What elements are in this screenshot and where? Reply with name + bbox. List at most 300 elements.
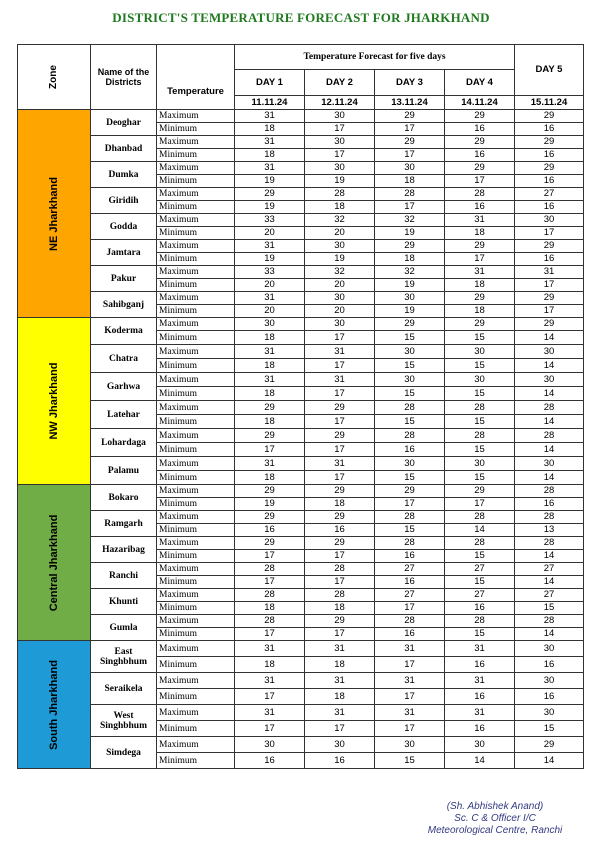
district-name: Latehar bbox=[91, 401, 157, 429]
table-row bbox=[18, 136, 584, 149]
maximum-label: Maximum bbox=[157, 188, 235, 201]
temperature-value: 17 bbox=[305, 149, 375, 162]
temperature-value: 17 bbox=[515, 279, 584, 292]
temperature-value: 31 bbox=[305, 373, 375, 387]
temperature-value: 30 bbox=[445, 737, 515, 753]
temperature-value: 19 bbox=[375, 279, 445, 292]
district-name: Gumla bbox=[91, 615, 157, 641]
minimum-label: Minimum bbox=[157, 253, 235, 266]
minimum-label: Minimum bbox=[157, 628, 235, 641]
minimum-label: Minimum bbox=[157, 550, 235, 563]
district-name: Godda bbox=[91, 214, 157, 240]
table-row bbox=[18, 511, 584, 524]
table-row bbox=[18, 673, 584, 689]
temperature-value: 16 bbox=[235, 753, 305, 769]
district-name: Sahibganj bbox=[91, 292, 157, 318]
temperature-value: 31 bbox=[235, 457, 305, 471]
day1-header: DAY 1 bbox=[235, 70, 305, 96]
temperature-value: 16 bbox=[305, 524, 375, 537]
temperature-value: 29 bbox=[445, 110, 515, 123]
table-row bbox=[18, 240, 584, 253]
temperature-value: 16 bbox=[375, 576, 445, 589]
temperature-value: 28 bbox=[375, 615, 445, 628]
table-row bbox=[18, 292, 584, 305]
temperature-value: 29 bbox=[515, 318, 584, 331]
signatory-name: (Sh. Abhishek Anand) bbox=[446, 801, 544, 812]
temperature-value: 18 bbox=[235, 123, 305, 136]
temperature-value: 14 bbox=[515, 550, 584, 563]
district-header: Name of the Districts bbox=[91, 45, 157, 110]
maximum-label: Maximum bbox=[157, 214, 235, 227]
day2-header: DAY 2 bbox=[305, 70, 375, 96]
temperature-value: 31 bbox=[375, 705, 445, 721]
minimum-label: Minimum bbox=[157, 576, 235, 589]
temperature-value: 17 bbox=[375, 689, 445, 705]
minimum-label: Minimum bbox=[157, 689, 235, 705]
temperature-value: 18 bbox=[445, 305, 515, 318]
temperature-value: 27 bbox=[445, 563, 515, 576]
temperature-value: 14 bbox=[515, 753, 584, 769]
temperature-value: 16 bbox=[445, 602, 515, 615]
maximum-label: Maximum bbox=[157, 737, 235, 753]
temperature-value: 16 bbox=[375, 628, 445, 641]
temperature-value: 28 bbox=[515, 511, 584, 524]
temperature-value: 28 bbox=[375, 401, 445, 415]
temperature-value: 30 bbox=[305, 318, 375, 331]
table-row bbox=[18, 162, 584, 175]
temperature-value: 13 bbox=[515, 524, 584, 537]
temperature-value: 15 bbox=[375, 387, 445, 401]
temperature-value: 17 bbox=[235, 689, 305, 705]
temperature-value: 16 bbox=[445, 201, 515, 214]
temperature-value: 16 bbox=[515, 123, 584, 136]
day5-header: DAY 5 bbox=[515, 45, 584, 96]
temperature-value: 17 bbox=[375, 657, 445, 673]
temperature-value: 30 bbox=[445, 457, 515, 471]
temperature-value: 17 bbox=[305, 443, 375, 457]
temperature-value: 31 bbox=[235, 705, 305, 721]
temperature-value: 17 bbox=[305, 123, 375, 136]
zone-cell bbox=[18, 485, 91, 641]
temperature-value: 31 bbox=[445, 214, 515, 227]
temperature-value: 15 bbox=[375, 471, 445, 485]
temperature-value: 14 bbox=[445, 524, 515, 537]
maximum-label: Maximum bbox=[157, 673, 235, 689]
temperature-value: 17 bbox=[375, 721, 445, 737]
temperature-value: 14 bbox=[515, 576, 584, 589]
temperature-value: 30 bbox=[305, 110, 375, 123]
temperature-value: 29 bbox=[515, 162, 584, 175]
minimum-label: Minimum bbox=[157, 331, 235, 345]
temperature-value: 29 bbox=[235, 511, 305, 524]
temperature-value: 19 bbox=[305, 175, 375, 188]
temperature-value: 31 bbox=[235, 110, 305, 123]
maximum-label: Maximum bbox=[157, 563, 235, 576]
temperature-value: 20 bbox=[305, 227, 375, 240]
district-name: Koderma bbox=[91, 318, 157, 345]
maximum-label: Maximum bbox=[157, 401, 235, 415]
temperature-value: 30 bbox=[515, 673, 584, 689]
temperature-value: 28 bbox=[515, 537, 584, 550]
temperature-value: 30 bbox=[515, 214, 584, 227]
maximum-label: Maximum bbox=[157, 345, 235, 359]
temperature-value: 17 bbox=[375, 498, 445, 511]
temperature-value: 19 bbox=[375, 305, 445, 318]
temperature-value: 29 bbox=[515, 240, 584, 253]
temperature-value: 17 bbox=[235, 550, 305, 563]
zone-label: NE Jharkhand bbox=[48, 176, 60, 251]
temperature-value: 15 bbox=[515, 721, 584, 737]
maximum-label: Maximum bbox=[157, 373, 235, 387]
district-name: Pakur bbox=[91, 266, 157, 292]
temperature-value: 30 bbox=[375, 457, 445, 471]
temperature-value: 30 bbox=[515, 641, 584, 657]
temperature-value: 17 bbox=[305, 359, 375, 373]
temperature-value: 29 bbox=[235, 429, 305, 443]
temperature-value: 29 bbox=[515, 737, 584, 753]
temperature-value: 31 bbox=[235, 673, 305, 689]
maximum-label: Maximum bbox=[157, 266, 235, 279]
temperature-value: 18 bbox=[235, 657, 305, 673]
temperature-value: 28 bbox=[235, 563, 305, 576]
temperature-value: 20 bbox=[235, 227, 305, 240]
maximum-label: Maximum bbox=[157, 511, 235, 524]
table-row bbox=[18, 429, 584, 443]
temperature-value: 14 bbox=[515, 359, 584, 373]
temperature-value: 16 bbox=[375, 550, 445, 563]
district-name: Giridih bbox=[91, 188, 157, 214]
temperature-value: 30 bbox=[305, 737, 375, 753]
temperature-value: 30 bbox=[515, 373, 584, 387]
temperature-value: 18 bbox=[375, 253, 445, 266]
temperature-value: 18 bbox=[305, 657, 375, 673]
temperature-value: 28 bbox=[515, 401, 584, 415]
forecast-table bbox=[17, 44, 584, 769]
temperature-value: 14 bbox=[515, 387, 584, 401]
temperature-value: 29 bbox=[305, 485, 375, 498]
temperature-value: 29 bbox=[445, 292, 515, 305]
signatory-designation: Sc. C & Officer I/C bbox=[454, 813, 536, 824]
temperature-value: 28 bbox=[305, 563, 375, 576]
temperature-value: 19 bbox=[235, 201, 305, 214]
zone-header: Zone bbox=[18, 45, 91, 110]
maximum-label: Maximum bbox=[157, 292, 235, 305]
temperature-value: 27 bbox=[515, 188, 584, 201]
day4-header: DAY 4 bbox=[445, 70, 515, 96]
maximum-label: Maximum bbox=[157, 705, 235, 721]
temperature-value: 31 bbox=[235, 162, 305, 175]
temperature-value: 32 bbox=[305, 266, 375, 279]
temperature-value: 30 bbox=[445, 345, 515, 359]
temperature-value: 28 bbox=[445, 401, 515, 415]
temperature-value: 15 bbox=[445, 331, 515, 345]
temperature-value: 15 bbox=[445, 550, 515, 563]
district-name: Lohardaga bbox=[91, 429, 157, 457]
temperature-value: 31 bbox=[305, 345, 375, 359]
temperature-value: 18 bbox=[235, 387, 305, 401]
temperature-value: 27 bbox=[375, 563, 445, 576]
temperature-value: 29 bbox=[235, 188, 305, 201]
district-name: Khunti bbox=[91, 589, 157, 615]
zone-label: South Jharkhand bbox=[48, 659, 60, 750]
district-name: West Singhbhum bbox=[91, 705, 157, 737]
temperature-value: 19 bbox=[235, 498, 305, 511]
district-name: East Singhbhum bbox=[91, 641, 157, 673]
temperature-value: 17 bbox=[445, 498, 515, 511]
table-row bbox=[18, 705, 584, 721]
temperature-value: 27 bbox=[515, 563, 584, 576]
district-name: Simdega bbox=[91, 737, 157, 769]
temperature-value: 30 bbox=[305, 162, 375, 175]
temperature-value: 30 bbox=[235, 737, 305, 753]
district-name: Jamtara bbox=[91, 240, 157, 266]
temperature-value: 30 bbox=[445, 373, 515, 387]
district-name: Dumka bbox=[91, 162, 157, 188]
temperature-value: 32 bbox=[375, 266, 445, 279]
temperature-value: 30 bbox=[235, 318, 305, 331]
temperature-value: 18 bbox=[305, 602, 375, 615]
minimum-label: Minimum bbox=[157, 279, 235, 292]
temperature-value: 30 bbox=[375, 162, 445, 175]
temperature-value: 17 bbox=[235, 576, 305, 589]
temperature-value: 15 bbox=[375, 753, 445, 769]
temperature-value: 17 bbox=[375, 602, 445, 615]
temperature-value: 29 bbox=[305, 511, 375, 524]
temperature-value: 19 bbox=[375, 227, 445, 240]
forecast-header: Temperature Forecast for five days bbox=[235, 45, 515, 70]
temperature-value: 18 bbox=[305, 689, 375, 705]
temperature-value: 15 bbox=[515, 602, 584, 615]
temperature-value: 17 bbox=[375, 201, 445, 214]
temperature-value: 30 bbox=[305, 292, 375, 305]
temperature-value: 14 bbox=[515, 443, 584, 457]
temperature-value: 15 bbox=[375, 415, 445, 429]
temperature-value: 19 bbox=[305, 253, 375, 266]
temperature-value: 17 bbox=[445, 253, 515, 266]
temperature-value: 15 bbox=[375, 359, 445, 373]
temperature-value: 29 bbox=[515, 292, 584, 305]
temperature-value: 29 bbox=[375, 485, 445, 498]
temperature-value: 15 bbox=[445, 387, 515, 401]
temperature-value: 31 bbox=[235, 136, 305, 149]
district-name: Hazaribag bbox=[91, 537, 157, 563]
date-day5: 15.11.24 bbox=[515, 96, 584, 110]
maximum-label: Maximum bbox=[157, 589, 235, 602]
temperature-value: 17 bbox=[375, 149, 445, 162]
temperature-value: 29 bbox=[375, 110, 445, 123]
temperature-value: 31 bbox=[305, 705, 375, 721]
temperature-value: 16 bbox=[305, 753, 375, 769]
maximum-label: Maximum bbox=[157, 641, 235, 657]
maximum-label: Maximum bbox=[157, 457, 235, 471]
temperature-value: 29 bbox=[445, 318, 515, 331]
temperature-value: 31 bbox=[445, 641, 515, 657]
temperature-value: 15 bbox=[375, 524, 445, 537]
temperature-value: 14 bbox=[515, 628, 584, 641]
temperature-value: 16 bbox=[375, 443, 445, 457]
date-day1: 11.11.24 bbox=[235, 96, 305, 110]
table-row bbox=[18, 214, 584, 227]
temperature-value: 17 bbox=[445, 175, 515, 188]
temperature-value: 29 bbox=[235, 537, 305, 550]
temperature-value: 16 bbox=[515, 657, 584, 673]
table-row bbox=[18, 266, 584, 279]
temperature-value: 28 bbox=[235, 615, 305, 628]
temperature-value: 29 bbox=[305, 429, 375, 443]
temperature-value: 18 bbox=[235, 331, 305, 345]
temperature-value: 16 bbox=[445, 149, 515, 162]
temperature-value: 16 bbox=[515, 149, 584, 162]
temperature-value: 30 bbox=[375, 373, 445, 387]
temperature-value: 16 bbox=[515, 253, 584, 266]
temperature-value: 17 bbox=[305, 576, 375, 589]
temperature-value: 28 bbox=[515, 615, 584, 628]
temperature-value: 28 bbox=[375, 429, 445, 443]
zone-cell bbox=[18, 318, 91, 485]
forecast-body bbox=[18, 110, 584, 769]
minimum-label: Minimum bbox=[157, 359, 235, 373]
temperature-value: 30 bbox=[515, 345, 584, 359]
temperature-value: 19 bbox=[235, 253, 305, 266]
temperature-value: 28 bbox=[445, 188, 515, 201]
temperature-value: 33 bbox=[235, 266, 305, 279]
maximum-label: Maximum bbox=[157, 615, 235, 628]
temperature-value: 31 bbox=[515, 266, 584, 279]
temperature-value: 15 bbox=[445, 628, 515, 641]
maximum-label: Maximum bbox=[157, 110, 235, 123]
minimum-label: Minimum bbox=[157, 471, 235, 485]
table-row bbox=[18, 110, 584, 123]
table-row bbox=[18, 537, 584, 550]
table-row bbox=[18, 737, 584, 753]
temperature-value: 27 bbox=[515, 589, 584, 602]
temperature-value: 29 bbox=[235, 401, 305, 415]
signature-block bbox=[420, 801, 570, 837]
minimum-label: Minimum bbox=[157, 602, 235, 615]
maximum-label: Maximum bbox=[157, 537, 235, 550]
temperature-value: 28 bbox=[445, 537, 515, 550]
zone-label: NW Jharkhand bbox=[48, 362, 60, 440]
temperature-value: 31 bbox=[445, 266, 515, 279]
district-name: Ranchi bbox=[91, 563, 157, 589]
temperature-value: 31 bbox=[375, 641, 445, 657]
temperature-value: 30 bbox=[305, 136, 375, 149]
temperature-value: 31 bbox=[375, 673, 445, 689]
temperature-value: 28 bbox=[235, 589, 305, 602]
minimum-label: Minimum bbox=[157, 387, 235, 401]
temperature-value: 28 bbox=[305, 589, 375, 602]
temperature-value: 31 bbox=[305, 673, 375, 689]
temperature-value: 18 bbox=[375, 175, 445, 188]
minimum-label: Minimum bbox=[157, 415, 235, 429]
maximum-label: Maximum bbox=[157, 162, 235, 175]
zone-cell bbox=[18, 110, 91, 318]
minimum-label: Minimum bbox=[157, 175, 235, 188]
temperature-value: 14 bbox=[445, 753, 515, 769]
minimum-label: Minimum bbox=[157, 443, 235, 457]
minimum-label: Minimum bbox=[157, 201, 235, 214]
temperature-value: 16 bbox=[445, 721, 515, 737]
temperature-value: 29 bbox=[515, 110, 584, 123]
temperature-value: 29 bbox=[235, 485, 305, 498]
table-row bbox=[18, 318, 584, 331]
temperature-value: 18 bbox=[235, 149, 305, 162]
temperature-value: 28 bbox=[515, 485, 584, 498]
district-name: Palamu bbox=[91, 457, 157, 485]
temperature-value: 18 bbox=[305, 201, 375, 214]
temperature-value: 28 bbox=[305, 188, 375, 201]
temperature-value: 28 bbox=[375, 511, 445, 524]
minimum-label: Minimum bbox=[157, 498, 235, 511]
temperature-value: 28 bbox=[445, 615, 515, 628]
temperature-value: 31 bbox=[235, 373, 305, 387]
temperature-value: 16 bbox=[515, 201, 584, 214]
temperature-value: 28 bbox=[515, 429, 584, 443]
page-title: DISTRICT'S TEMPERATURE FORECAST FOR JHARKHAND bbox=[112, 10, 490, 25]
temperature-value: 30 bbox=[515, 705, 584, 721]
minimum-label: Minimum bbox=[157, 227, 235, 240]
minimum-label: Minimum bbox=[157, 753, 235, 769]
temperature-value: 27 bbox=[375, 589, 445, 602]
table-row bbox=[18, 457, 584, 471]
temperature-value: 31 bbox=[235, 345, 305, 359]
temperature-value: 17 bbox=[515, 305, 584, 318]
district-name: Dhanbad bbox=[91, 136, 157, 162]
temperature-value: 29 bbox=[515, 136, 584, 149]
district-name: Ramgarh bbox=[91, 511, 157, 537]
temperature-value: 16 bbox=[515, 689, 584, 705]
district-name: Chatra bbox=[91, 345, 157, 373]
temperature-value: 30 bbox=[375, 292, 445, 305]
temperature-value: 28 bbox=[375, 188, 445, 201]
temperature-value: 31 bbox=[305, 457, 375, 471]
temperature-value: 16 bbox=[445, 689, 515, 705]
temperature-value: 31 bbox=[235, 240, 305, 253]
temperature-value: 32 bbox=[305, 214, 375, 227]
temperature-value: 16 bbox=[445, 657, 515, 673]
temperature-value: 15 bbox=[445, 443, 515, 457]
temperature-value: 17 bbox=[305, 550, 375, 563]
temperature-value: 28 bbox=[375, 537, 445, 550]
temperature-value: 28 bbox=[445, 429, 515, 443]
temperature-value: 16 bbox=[515, 498, 584, 511]
temperature-value: 31 bbox=[235, 292, 305, 305]
temperature-value: 29 bbox=[445, 240, 515, 253]
temperature-value: 15 bbox=[445, 576, 515, 589]
temperature-value: 17 bbox=[305, 331, 375, 345]
temperature-value: 30 bbox=[375, 737, 445, 753]
temperature-value: 17 bbox=[515, 227, 584, 240]
signatory-office: Meteorological Centre, Ranchi bbox=[427, 825, 563, 836]
district-name: Seraikela bbox=[91, 673, 157, 705]
temperature-value: 20 bbox=[305, 279, 375, 292]
maximum-label: Maximum bbox=[157, 136, 235, 149]
temperature-value: 17 bbox=[235, 443, 305, 457]
temperature-value: 17 bbox=[305, 628, 375, 641]
temperature-value: 30 bbox=[305, 240, 375, 253]
district-name: Bokaro bbox=[91, 485, 157, 511]
temperature-value: 18 bbox=[235, 471, 305, 485]
table-row bbox=[18, 589, 584, 602]
date-day2: 12.11.24 bbox=[305, 96, 375, 110]
table-row bbox=[18, 615, 584, 628]
temperature-value: 17 bbox=[305, 721, 375, 737]
temperature-value: 29 bbox=[375, 240, 445, 253]
minimum-label: Minimum bbox=[157, 123, 235, 136]
day3-header: DAY 3 bbox=[375, 70, 445, 96]
temperature-header: Temperature bbox=[157, 45, 235, 110]
temperature-value: 17 bbox=[235, 721, 305, 737]
